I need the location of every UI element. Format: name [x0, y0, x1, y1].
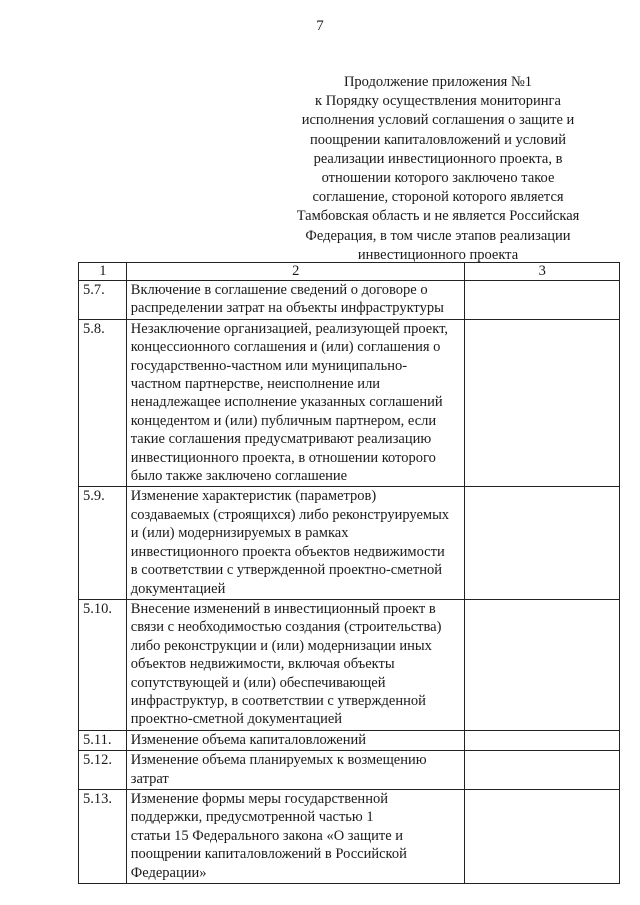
description-line: ненадлежащее исполнение указанных соглашений: [130, 394, 443, 411]
description-line: в соответствии с утвержденной проектно-сметной: [130, 562, 442, 579]
description-line: поддержки, предусмотренной частью 1: [130, 809, 374, 826]
description-line: затрат: [130, 770, 169, 787]
row-description: [126, 487, 464, 599]
table-row: [79, 730, 620, 750]
description-line: инфраструктур, в соответствии с утвержденной: [130, 692, 426, 709]
row-number: 5.8.: [79, 319, 127, 487]
table-row: [79, 789, 620, 883]
row-column-3: [464, 751, 619, 790]
row-number: 5.12.: [79, 751, 127, 790]
column-header: 1: [79, 263, 127, 281]
row-description: [126, 751, 464, 790]
table-header-row: [79, 263, 620, 281]
description-line: создаваемых (строящихся) либо реконструируемых: [130, 506, 450, 523]
row-number: 5.7.: [79, 281, 127, 320]
row-number: 5.10.: [79, 599, 127, 730]
table-row: [79, 751, 620, 790]
row-column-3: [464, 789, 619, 883]
description-line: инвестиционного проекта объектов недвижимости: [130, 543, 445, 560]
row-number: 5.11.: [79, 730, 127, 750]
monitoring-table: [78, 262, 620, 884]
description-line: Федерации»: [130, 864, 207, 881]
description-line: Незаключение организацией, реализующей проект,: [130, 320, 448, 337]
description-line: поощрении капиталовложений в Российской: [130, 846, 407, 863]
description-line: и (или) модернизируемых в рамках: [130, 525, 349, 542]
description-line: статьи 15 Федерального закона «О защите и: [130, 827, 404, 844]
header-line: инвестиционного проекта: [357, 246, 519, 263]
row-column-3: [464, 319, 619, 487]
description-line: концессионного соглашения и (или) соглашения о: [130, 339, 441, 356]
description-line: сопутствующей и (или) обеспечивающей: [130, 674, 386, 691]
description-line: Изменение формы меры государственной: [130, 790, 388, 807]
table-row: [79, 599, 620, 730]
row-description: [126, 319, 464, 487]
description-line: концедентом и (или) публичным партнером, если: [130, 412, 437, 429]
row-description: [126, 730, 464, 750]
row-column-3: [464, 487, 619, 599]
page-number: 7: [316, 18, 324, 34]
row-column-3: [464, 730, 619, 750]
appendix-header: [268, 73, 608, 265]
description-line: инвестиционного проекта, в отношении которого: [130, 449, 436, 466]
description-line: Изменение характеристик (параметров): [130, 488, 377, 505]
table-row: [79, 487, 620, 599]
description-line: связи с необходимостью создания (строительства): [130, 619, 442, 636]
header-line: исполнения условий соглашения о защите и: [301, 112, 575, 129]
description-line: либо реконструкции и (или) модернизации иных: [130, 637, 432, 654]
header-line: Федерация, в том числе этапов реализации: [305, 227, 571, 244]
description-line: проектно-сметной документацией: [130, 711, 343, 728]
description-line: Включение в соглашение сведений о договоре о: [130, 282, 428, 298]
row-description: [126, 599, 464, 730]
header-line: Продолжение приложения №1: [343, 74, 533, 90]
description-line: Внесение изменений в инвестиционный проект в: [130, 600, 436, 617]
row-column-3: [464, 281, 619, 320]
header-line: поощрении капиталовложений и условий: [309, 131, 567, 148]
description-line: объектов недвижимости, включая объекты: [130, 656, 395, 673]
header-line: Тамбовская область и не является Российская: [296, 208, 580, 225]
row-number: 5.9.: [79, 487, 127, 599]
table-row: [79, 281, 620, 320]
column-header: 3: [464, 263, 619, 281]
header-line: к Порядку осуществления мониторинга: [315, 93, 561, 110]
description-line: Изменение объема капиталовложений: [130, 731, 366, 748]
table-body: [79, 263, 620, 884]
description-line: было также заключено соглашение: [130, 468, 348, 485]
description-line: частном партнерстве, неисполнение или: [130, 376, 381, 393]
description-line: государственно-частном или муниципально-: [130, 357, 408, 374]
row-column-3: [464, 599, 619, 730]
table-row: [79, 319, 620, 487]
header-line: реализации инвестиционного проекта, в: [313, 150, 563, 167]
description-line: Изменение объема планируемых к возмещению: [130, 752, 427, 769]
row-description: [126, 789, 464, 883]
row-description: [126, 281, 464, 320]
description-line: распределении затрат на объекты инфраструктуры: [130, 300, 444, 317]
column-header: 2: [126, 263, 464, 281]
header-line: отношении которого заключено такое: [321, 170, 555, 187]
row-number: 5.13.: [79, 789, 127, 883]
description-line: такие соглашения предусматривают реализацию: [130, 431, 432, 448]
header-line: соглашение, стороной которого является: [312, 189, 564, 206]
description-line: документацией: [130, 580, 226, 597]
